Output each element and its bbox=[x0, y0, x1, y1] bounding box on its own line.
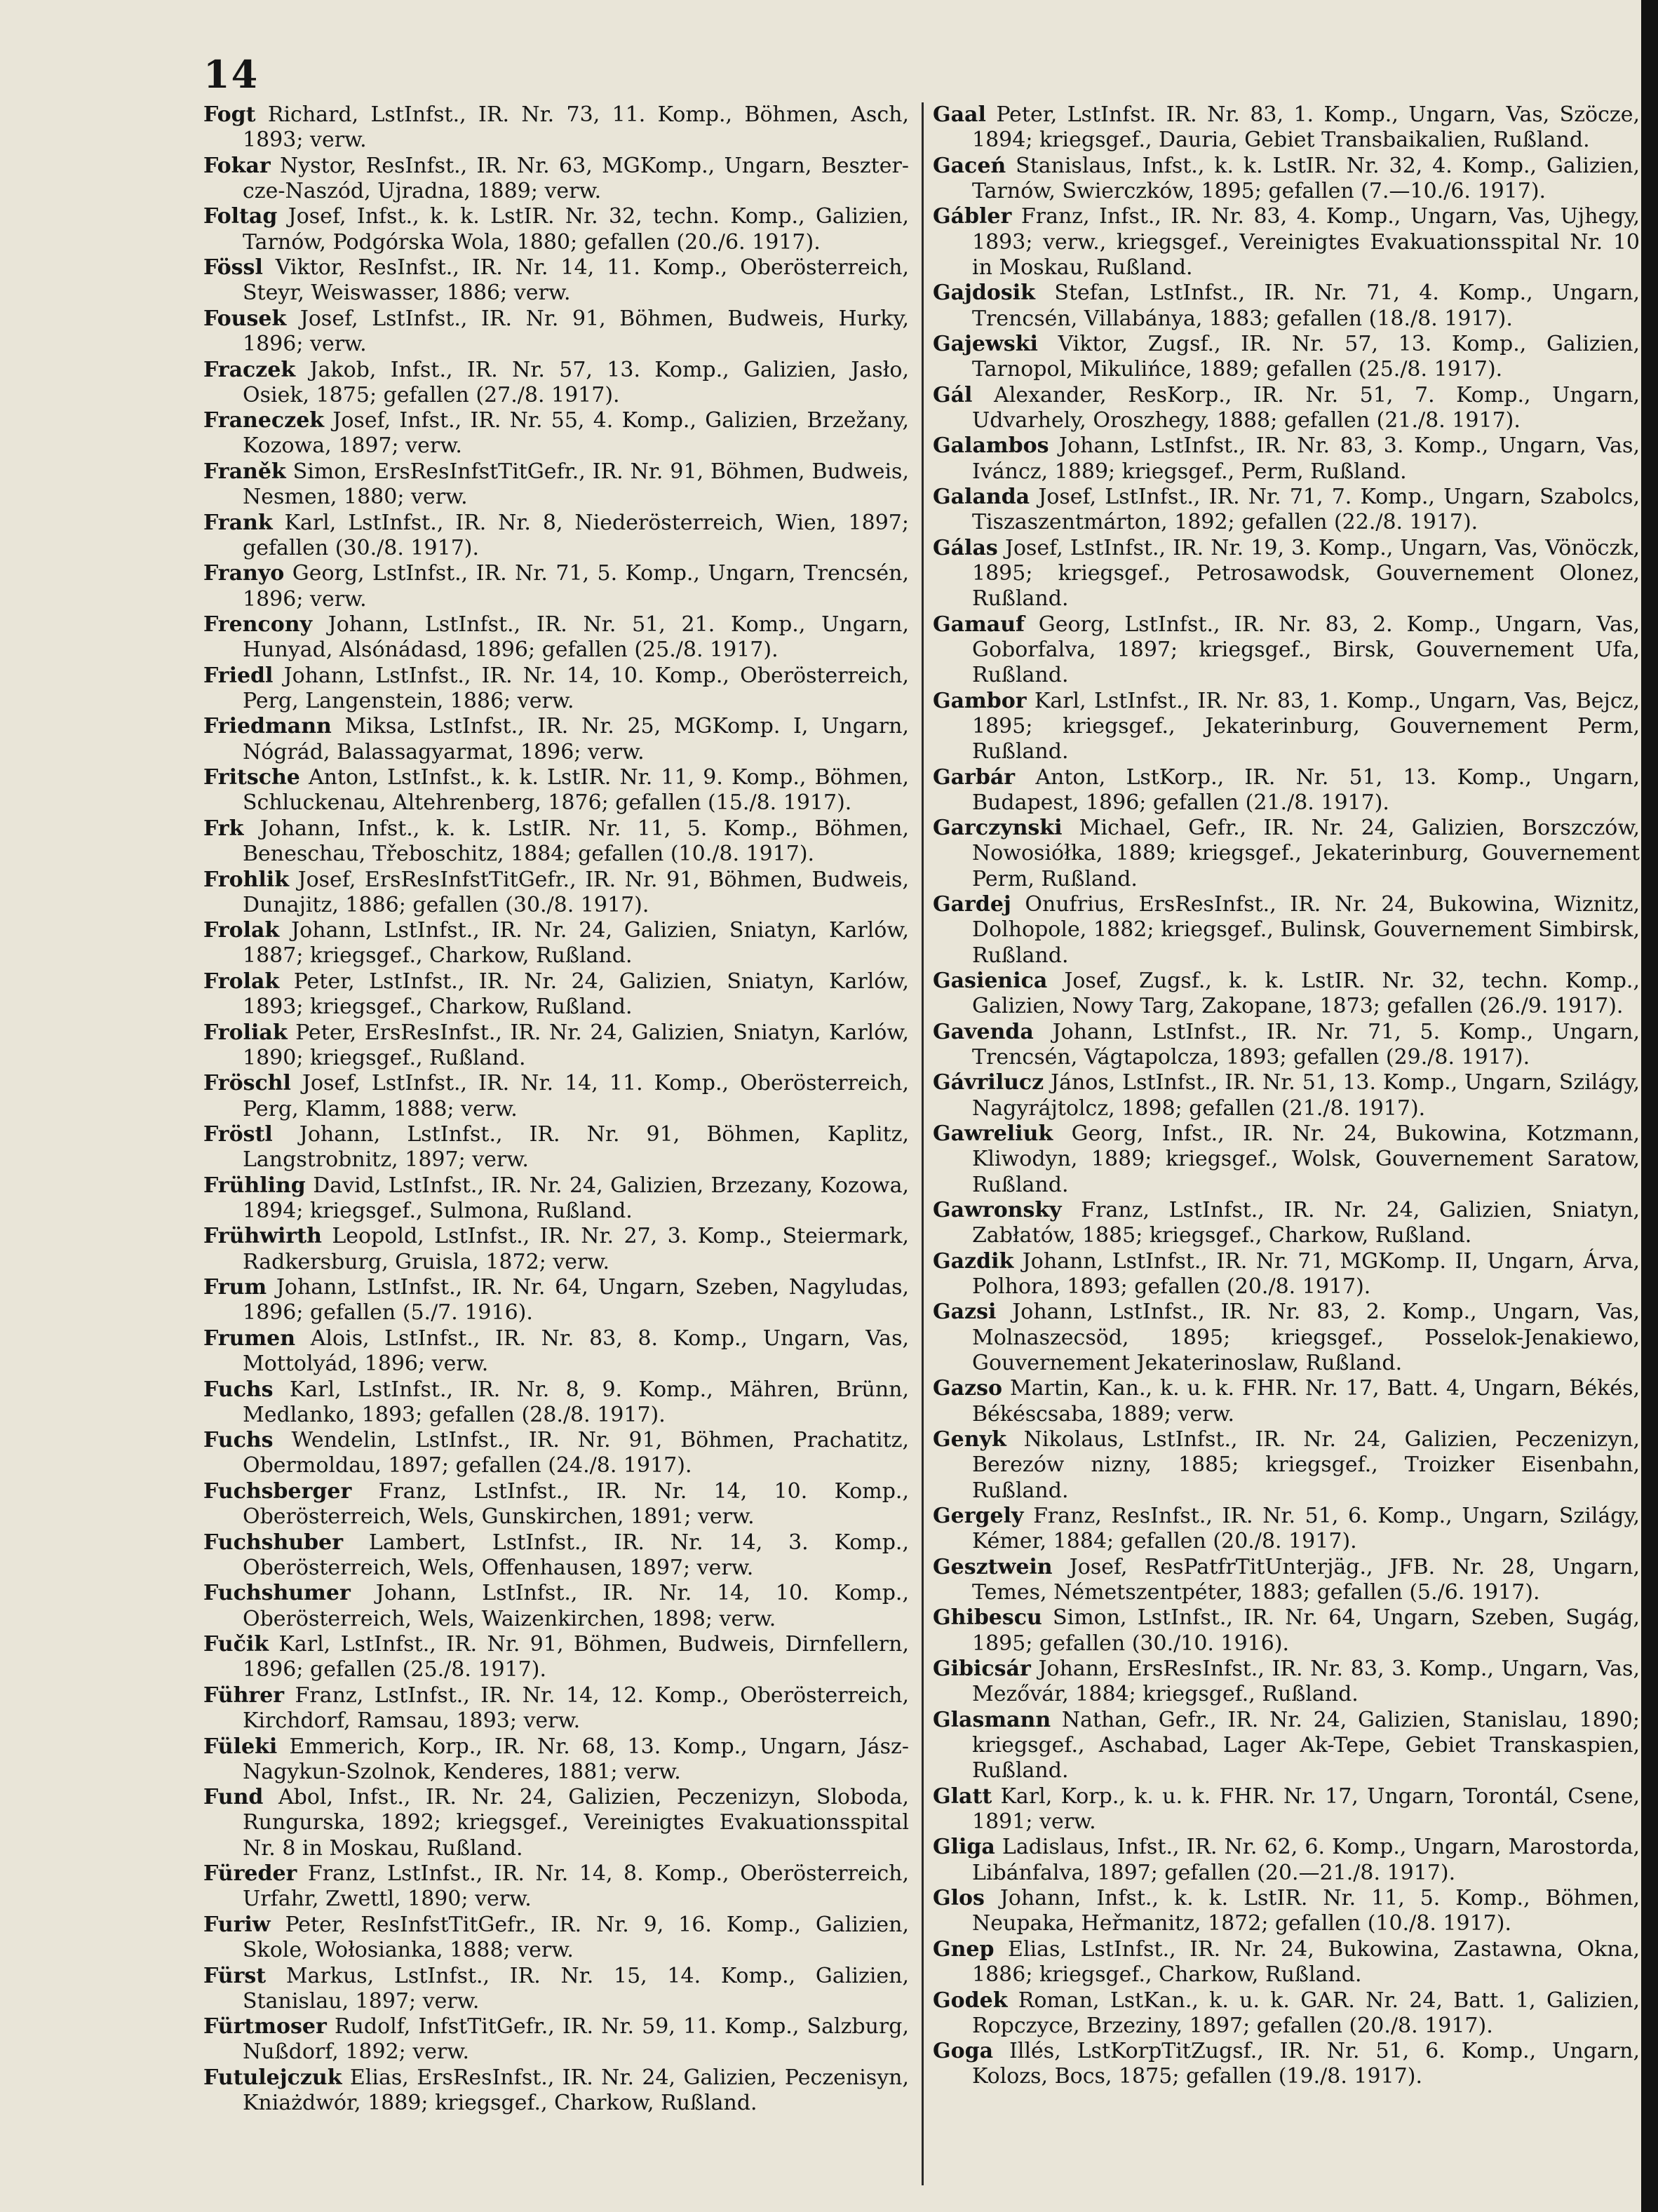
list-entry bbox=[933, 383, 1640, 433]
entry-details: Leopold, LstInfst., IR. Nr. 27, 3. Komp., Steiermark, Radkersburg, Gruisla, 1872; verw. bbox=[243, 1224, 909, 1274]
entry-surname: Gamauf bbox=[933, 612, 1025, 637]
entry-details: Stefan, LstInfst., IR. Nr. 71, 4. Komp., Ungarn, Trencsén, Villabánya, 1883; gefallen (18./8. 1917). bbox=[972, 281, 1640, 331]
entry-details: Josef, LstInfst., IR. Nr. 91, Böhmen, Budweis, Hurky, 1896; verw. bbox=[243, 306, 909, 357]
entry-details: Franz, LstInfst., IR. Nr. 14, 12. Komp., Oberösterreich, Kirchdorf, Ramsau, 1893; verw. bbox=[243, 1682, 909, 1733]
entry-details: Johann, LstInfst., IR. Nr. 71, MGKomp. II, Ungarn, Árva, Polhora, 1893; gefallen (20./8. 1917). bbox=[972, 1248, 1640, 1299]
list-entry bbox=[203, 1913, 909, 1963]
entry-surname: Gazsi bbox=[933, 1300, 997, 1325]
list-entry bbox=[203, 1530, 909, 1581]
list-entry bbox=[203, 714, 909, 764]
list-entry bbox=[933, 433, 1640, 484]
entry-surname: Fuchs bbox=[203, 1428, 274, 1453]
list-entry bbox=[203, 1632, 909, 1682]
list-entry bbox=[933, 281, 1640, 331]
entry-details: Georg, Infst., IR. Nr. 24, Bukowina, Kotzmann, Kliwodyn, 1889; kriegsgef., Wolsk, Gouvernement Saratow, Rußland. bbox=[972, 1121, 1640, 1197]
entry-surname: Garbár bbox=[933, 764, 1016, 790]
list-entry bbox=[933, 1020, 1640, 1070]
list-entry bbox=[933, 1937, 1640, 1988]
entry-details: Franz, LstInfst., IR. Nr. 24, Galizien, Sniatyn, Zabłatów, 1885; kriegsgef., Charkow, Rußland. bbox=[972, 1198, 1640, 1248]
entry-surname: Gazso bbox=[933, 1376, 1002, 1401]
entry-surname: Gardej bbox=[933, 892, 1011, 917]
entry-surname: Franěk bbox=[203, 459, 286, 484]
entry-details: Jakob, Infst., IR. Nr. 57, 13. Komp., Galizien, Jasło, Osiek, 1875; gefallen (27./8. 1917). bbox=[243, 357, 909, 407]
entry-surname: Fuchshumer bbox=[203, 1581, 351, 1606]
entry-surname: Fröstl bbox=[203, 1122, 273, 1147]
entry-details: Nikolaus, LstInfst., IR. Nr. 24, Galizien, Peczenizyn, Berezów nizny, 1885; kriegsgef., Troizker Eisenbahn, Rußland. bbox=[972, 1427, 1640, 1503]
entry-details: Peter, ErsResInfst., IR. Nr. 24, Galizien, Sniatyn, Karlów, 1890; kriegsgef., Rußland. bbox=[243, 1020, 909, 1070]
list-entry bbox=[203, 969, 909, 1020]
entry-surname: Füleki bbox=[203, 1734, 278, 1759]
list-entry bbox=[203, 1964, 909, 2014]
list-entry bbox=[203, 306, 909, 357]
entry-details: Karl, Korp., k. u. k. FHR. Nr. 17, Ungarn, Torontál, Csene, 1891; verw. bbox=[972, 1783, 1640, 1834]
list-entry bbox=[203, 102, 909, 153]
list-entry bbox=[203, 358, 909, 408]
entry-details: Simon, ErsResInfstTitGefr., IR. Nr. 91, Böhmen, Budweis, Nesmen, 1880; verw. bbox=[243, 459, 909, 510]
entry-details: Franz, ResInfst., IR. Nr. 51, 6. Komp., Ungarn, Szilágy, Kémer, 1884; gefallen (20./8. 1917). bbox=[972, 1504, 1640, 1554]
entry-surname: Fröschl bbox=[203, 1071, 291, 1096]
entry-surname: Frühling bbox=[203, 1173, 306, 1198]
list-entry bbox=[203, 868, 909, 918]
list-entry bbox=[933, 1988, 1640, 2039]
entry-surname: Führer bbox=[203, 1682, 285, 1708]
entry-surname: Gibicsár bbox=[933, 1657, 1031, 1682]
entry-surname: Gaceń bbox=[933, 153, 1006, 178]
entry-details: Simon, LstInfst., IR. Nr. 64, Ungarn, Szeben, Sugág, 1895; gefallen (30./10. 1916). bbox=[972, 1605, 1640, 1656]
entry-surname: Frk bbox=[203, 816, 244, 841]
entry-details: Johann, LstInfst., IR. Nr. 14, 10. Komp., Oberösterreich, Wels, Waizenkirchen, 1898; verw. bbox=[243, 1581, 909, 1631]
list-entry bbox=[933, 892, 1640, 969]
entry-surname: Fuchs bbox=[203, 1377, 274, 1402]
entry-details: Martin, Kan., k. u. k. FHR. Nr. 17, Batt. 4, Ungarn, Békés, Békéscsaba, 1889; verw. bbox=[972, 1376, 1640, 1427]
entry-surname: Froliak bbox=[203, 1020, 288, 1045]
entry-details: Johann, LstInfst., IR. Nr. 71, 5. Komp., Ungarn, Trencsén, Vágtapolcza, 1893; gefallen (29./8. 1917). bbox=[972, 1019, 1640, 1070]
list-entry bbox=[203, 459, 909, 510]
list-entry bbox=[203, 1326, 909, 1377]
entry-surname: Gajewski bbox=[933, 332, 1038, 357]
list-entry bbox=[933, 969, 1640, 1019]
entry-details: Josef, LstInfst., IR. Nr. 14, 11. Komp., Oberösterreich, Perg, Klamm, 1888; verw. bbox=[243, 1071, 909, 1121]
entry-details: Johann, LstInfst., IR. Nr. 91, Böhmen, Kaplitz, Langstrobnitz, 1897; verw. bbox=[243, 1122, 909, 1173]
entry-details: Nathan, Gefr., IR. Nr. 24, Galizien, Stanislau, 1890; kriegsgef., Aschabad, Lager Ak-Tepe, Gebiet Transkaspien, Rußland. bbox=[972, 1707, 1640, 1783]
right-column bbox=[933, 102, 1640, 2199]
entry-surname: Fritsche bbox=[203, 765, 300, 790]
entry-details: Abol, Infst., IR. Nr. 24, Galizien, Peczenizyn, Sloboda, Rungurska, 1892; kriegsgef., Vereinigtes Evakuationsspital Nr. 8 in Moskau, Rußland. bbox=[243, 1785, 909, 1861]
list-entry bbox=[203, 765, 909, 816]
list-entry bbox=[203, 1275, 909, 1326]
entry-surname: Gazdik bbox=[933, 1248, 1014, 1274]
list-entry bbox=[203, 2065, 909, 2116]
list-entry bbox=[203, 255, 909, 306]
list-entry bbox=[933, 1784, 1640, 1835]
entry-surname: Füreder bbox=[203, 1861, 297, 1887]
entry-surname: Gliga bbox=[933, 1835, 995, 1860]
list-entry bbox=[933, 1504, 1640, 1554]
list-entry bbox=[933, 154, 1640, 204]
entry-details: Josef, LstInfst., IR. Nr. 71, 7. Komp., Ungarn, Szabolcs, Tiszaszentmárton, 1892; gefallen (22./8. 1917). bbox=[972, 485, 1640, 535]
entry-details: Peter, LstInfst. IR. Nr. 83, 1. Komp., Ungarn, Vas, Szöcze, 1894; kriegsgef., Dauria, Gebiet Transbaikalien, Rußland. bbox=[972, 102, 1640, 153]
list-entry bbox=[203, 408, 909, 459]
entry-details: Rudolf, InfstTitGefr., IR. Nr. 59, 11. Komp., Salzburg, Nußdorf, 1892; verw. bbox=[243, 2014, 909, 2065]
entry-details: Josef, ResPatfrTitUnterjäg., JFB. Nr. 28, Ungarn, Temes, Németszentpéter, 1883; gefallen (5./6. 1917). bbox=[972, 1554, 1640, 1605]
list-entry bbox=[203, 1173, 909, 1224]
entry-details: Johann, LstInfst., IR. Nr. 83, 3. Komp., Ungarn, Vas, Iváncz, 1889; kriegsgef., Perm, Rußland. bbox=[972, 433, 1640, 484]
entry-surname: Gnep bbox=[933, 1936, 995, 1962]
list-entry bbox=[933, 332, 1640, 382]
entry-details: Josef, Zugsf., k. k. LstIR. Nr. 32, techn. Komp., Galizien, Nowy Targ, Zakopane, 1873; gefallen (26./9. 1917). bbox=[972, 969, 1640, 1019]
entry-surname: Gambor bbox=[933, 688, 1027, 713]
list-entry bbox=[203, 154, 909, 204]
entry-surname: Fuchshuber bbox=[203, 1530, 344, 1555]
entry-details: Nystor, ResInfst., IR. Nr. 63, MGKomp., Ungarn, Beszter-cze-Naszód, Ujradna, 1889; verw. bbox=[243, 153, 909, 203]
entry-details: David, LstInfst., IR. Nr. 24, Galizien, Brzezany, Kozowa, 1894; kriegsgef., Sulmona, Rußland. bbox=[243, 1173, 909, 1223]
entry-details: Wendelin, LstInfst., IR. Nr. 91, Böhmen, Prachatitz, Obermoldau, 1897; gefallen (24./8. 1917). bbox=[243, 1428, 909, 1478]
entry-details: Johann, ErsResInfst., IR. Nr. 83, 3. Komp., Ungarn, Vas, Mezővár, 1884; kriegsgef., Rußland. bbox=[972, 1657, 1640, 1707]
entry-surname: Fousek bbox=[203, 306, 287, 331]
list-entry bbox=[203, 1122, 909, 1173]
list-entry bbox=[933, 1555, 1640, 1605]
entry-details: Ladislaus, Infst., IR. Nr. 62, 6. Komp., Ungarn, Marostorda, Libánfalva, 1897; gefallen (20.—21./8. 1917). bbox=[972, 1835, 1640, 1885]
entry-details: Josef, Infst., IR. Nr. 55, 4. Komp., Galizien, Brzežany, Kozowa, 1897; verw. bbox=[243, 408, 909, 459]
list-entry bbox=[203, 1581, 909, 1631]
entry-surname: Gasienica bbox=[933, 969, 1048, 994]
entry-details: Josef, ErsResInfstTitGefr., IR. Nr. 91, Böhmen, Budweis, Dunajitz, 1886; gefallen (30./8. 1917). bbox=[243, 867, 909, 917]
entry-surname: Godek bbox=[933, 1988, 1008, 2013]
entry-details: Peter, ResInfstTitGefr., IR. Nr. 9, 16. Komp., Galizien, Skole, Wołosianka, 1888; verw. bbox=[243, 1912, 909, 1963]
entry-surname: Foltag bbox=[203, 204, 278, 229]
left-column bbox=[203, 102, 909, 2199]
list-entry bbox=[933, 612, 1640, 689]
list-entry bbox=[933, 1300, 1640, 1376]
entry-surname: Franeczek bbox=[203, 408, 325, 433]
entry-details: Karl, LstInfst., IR. Nr. 8, Niederösterreich, Wien, 1897; gefallen (30./8. 1917). bbox=[243, 510, 909, 560]
list-entry bbox=[203, 511, 909, 561]
entry-surname: Gábler bbox=[933, 204, 1012, 229]
entry-details: Johann, LstInfst., IR. Nr. 64, Ungarn, Szeben, Nagyludas, 1896; gefallen (5./7. 1916). bbox=[243, 1275, 909, 1326]
list-entry bbox=[933, 689, 1640, 765]
list-entry bbox=[933, 1121, 1640, 1198]
entry-details: Franz, Infst., IR. Nr. 83, 4. Komp., Ungarn, Vas, Ujhegy, 1893; verw., kriegsgef., Vereinigtes Evakuationsspital Nr. 10 in Moskau, Rußland. bbox=[972, 204, 1640, 280]
list-entry bbox=[203, 1020, 909, 1071]
entry-details: Johann, LstInfst., IR. Nr. 51, 21. Komp., Ungarn, Hunyad, Alsónádasd, 1896; gefallen (25./8. 1917). bbox=[243, 612, 909, 663]
entry-surname: Fuchsberger bbox=[203, 1478, 352, 1504]
entry-details: Johann, LstInfst., IR. Nr. 83, 2. Komp., Ungarn, Vas, Molnaszecsöd, 1895; kriegsgef., Posselok-Jenakiewo, Gouvernement Jekaterinoslaw, Rußland. bbox=[972, 1300, 1640, 1375]
entry-surname: Futulejczuk bbox=[203, 2065, 342, 2090]
entry-surname: Frolak bbox=[203, 918, 280, 943]
entry-details: Josef, Infst., k. k. LstIR. Nr. 32, techn. Komp., Galizien, Tarnów, Podgórska Wola, 1880; gefallen (20./6. 1917). bbox=[243, 204, 909, 255]
entry-surname: Ghibescu bbox=[933, 1605, 1042, 1631]
list-entry bbox=[933, 536, 1640, 612]
entry-surname: Frumen bbox=[203, 1326, 296, 1351]
list-entry bbox=[933, 2039, 1640, 2089]
scan-edge bbox=[1641, 0, 1658, 2212]
list-entry bbox=[203, 663, 909, 714]
entry-surname: Frank bbox=[203, 510, 273, 535]
entry-surname: Gávrilucz bbox=[933, 1070, 1044, 1095]
entry-details: Peter, LstInfst., IR. Nr. 24, Galizien, Sniatyn, Karlów, 1893; kriegsgef., Charkow, Rußland. bbox=[243, 969, 909, 1020]
list-entry bbox=[933, 1835, 1640, 1885]
entry-surname: Fogt bbox=[203, 102, 256, 127]
entry-details: Johann, LstInfst., IR. Nr. 14, 10. Komp., Oberösterreich, Perg, Langenstein, 1886; verw. bbox=[243, 663, 909, 713]
list-entry bbox=[203, 1071, 909, 1121]
list-entry bbox=[203, 1428, 909, 1478]
entry-details: Miksa, LstInfst., IR. Nr. 25, MGKomp. I, Ungarn, Nógrád, Balassagyarmat, 1896; verw. bbox=[243, 714, 909, 764]
entry-details: Viktor, Zugsf., IR. Nr. 57, 13. Komp., Galizien, Tarnopol, Mikulińce, 1889; gefallen (25./8. 1917). bbox=[972, 332, 1640, 382]
entry-surname: Gál bbox=[933, 382, 973, 407]
entry-surname: Fučik bbox=[203, 1632, 269, 1657]
entry-details: Georg, LstInfst., IR. Nr. 71, 5. Komp., Ungarn, Trencsén, 1896; verw. bbox=[243, 561, 909, 612]
entry-details: Karl, LstInfst., IR. Nr. 91, Böhmen, Budweis, Dirnfellern, 1896; gefallen (25./8. 1917). bbox=[243, 1632, 909, 1682]
entry-details: Josef, LstInfst., IR. Nr. 19, 3. Komp., Ungarn, Vas, Vönöczk, 1895; kriegsgef., Petrosawodsk, Gouvernement Olonez, Rußland. bbox=[972, 535, 1640, 612]
list-entry bbox=[203, 204, 909, 255]
list-entry bbox=[203, 1785, 909, 1861]
entry-surname: Garczynski bbox=[933, 816, 1063, 841]
entry-surname: Fokar bbox=[203, 153, 271, 178]
list-entry bbox=[933, 485, 1640, 535]
entry-surname: Glasmann bbox=[933, 1707, 1051, 1732]
list-entry bbox=[933, 816, 1640, 892]
entry-surname: Fund bbox=[203, 1785, 264, 1810]
entry-surname: Gesztwein bbox=[933, 1554, 1053, 1579]
entry-details: Roman, LstKan., k. u. k. GAR. Nr. 24, Batt. 1, Galizien, Ropczyce, Brzeziny, 1897; gefallen (20./8. 1917). bbox=[972, 1988, 1640, 2038]
list-entry bbox=[203, 1479, 909, 1530]
entry-surname: Fössl bbox=[203, 255, 263, 281]
list-entry bbox=[203, 1377, 909, 1428]
entry-details: Franz, LstInfst., IR. Nr. 14, 8. Komp., Oberösterreich, Urfahr, Zwettl, 1890; verw. bbox=[243, 1861, 909, 1912]
entry-surname: Gálas bbox=[933, 535, 998, 560]
list-entry bbox=[933, 1605, 1640, 1656]
entry-surname: Fürst bbox=[203, 1963, 267, 1988]
page-number: 14 bbox=[203, 52, 260, 97]
list-entry bbox=[203, 918, 909, 969]
entry-surname: Furiw bbox=[203, 1912, 271, 1937]
entry-details: Stanislaus, Infst., k. k. LstIR. Nr. 32, 4. Komp., Galizien, Tarnów, Swierczków, 1895; gefallen (7.—10./6. 1917). bbox=[972, 153, 1640, 203]
column-divider bbox=[922, 102, 924, 2185]
entry-surname: Franyo bbox=[203, 561, 285, 586]
entry-surname: Frolak bbox=[203, 969, 280, 994]
entry-details: Karl, LstInfst., IR. Nr. 83, 1. Komp., Ungarn, Vas, Bejcz, 1895; kriegsgef., Jekaterinburg, Gouvernement Perm, Rußland. bbox=[972, 688, 1640, 764]
entry-details: Johann, Infst., k. k. LstIR. Nr. 11, 5. Komp., Böhmen, Neupaka, Heřmanitz, 1872; gefallen (10./8. 1917). bbox=[972, 1886, 1640, 1936]
list-entry bbox=[933, 1708, 1640, 1784]
entry-surname: Glos bbox=[933, 1886, 985, 1911]
entry-surname: Fraczek bbox=[203, 357, 296, 382]
entry-details: Johann, LstInfst., IR. Nr. 24, Galizien, Sniatyn, Karlów, 1887; kriegsgef., Charkow, Rußland. bbox=[243, 918, 909, 969]
entry-details: Johann, Infst., k. k. LstIR. Nr. 11, 5. Komp., Böhmen, Beneschau, Třeboschitz, 1884; gefallen (10./8. 1917). bbox=[243, 816, 909, 867]
entry-surname: Galanda bbox=[933, 485, 1030, 510]
list-entry bbox=[933, 1427, 1640, 1504]
list-entry bbox=[933, 1249, 1640, 1300]
entry-details: Elias, LstInfst., IR. Nr. 24, Bukowina, Zastawna, Okna, 1886; kriegsgef., Charkow, Rußland. bbox=[972, 1936, 1640, 1988]
entry-surname: Galambos bbox=[933, 433, 1049, 459]
entry-details: Illés, LstKorpTitZugsf., IR. Nr. 51, 6. Komp., Ungarn, Kolozs, Bocs, 1875; gefallen (19./8. 1917). bbox=[972, 2039, 1640, 2089]
entry-surname: Friedl bbox=[203, 663, 274, 688]
entry-details: Viktor, ResInfst., IR. Nr. 14, 11. Komp., Oberösterreich, Steyr, Weiswasser, 1886; verw. bbox=[243, 255, 909, 306]
entry-details: Franz, LstInfst., IR. Nr. 14, 10. Komp., Oberösterreich, Wels, Gunskirchen, 1891; verw. bbox=[243, 1478, 909, 1530]
list-entry bbox=[933, 1070, 1640, 1121]
entry-details: Anton, LstKorp., IR. Nr. 51, 13. Komp., Ungarn, Budapest, 1896; gefallen (21./8. 1917). bbox=[972, 764, 1640, 815]
list-entry bbox=[933, 1657, 1640, 1707]
entry-surname: Friedmann bbox=[203, 714, 332, 739]
entry-surname: Gavenda bbox=[933, 1019, 1034, 1044]
entry-details: Lambert, LstInfst., IR. Nr. 14, 3. Komp., Oberösterreich, Wels, Offenhausen, 1897; verw. bbox=[243, 1530, 909, 1580]
entry-details: Michael, Gefr., IR. Nr. 24, Galizien, Borszczów, Nowosiółka, 1889; kriegsgef., Jekaterinburg, Gouvernement Perm, Rußland. bbox=[972, 816, 1640, 891]
entry-details: Markus, LstInfst., IR. Nr. 15, 14. Komp., Galizien, Stanislau, 1897; verw. bbox=[243, 1963, 909, 2014]
list-entry bbox=[203, 1683, 909, 1734]
entry-surname: Fürtmoser bbox=[203, 2014, 327, 2039]
entry-details: Emmerich, Korp., IR. Nr. 68, 13. Komp., Ungarn, Jász-Nagykun-Szolnok, Kenderes, 1881; verw. bbox=[243, 1734, 909, 1784]
entry-surname: Frum bbox=[203, 1275, 267, 1300]
entry-details: Alexander, ResKorp., IR. Nr. 51, 7. Komp., Ungarn, Udvarhely, Oroszhegy, 1888; gefallen (21./8. 1917). bbox=[972, 382, 1640, 433]
entry-surname: Gawreliuk bbox=[933, 1121, 1053, 1147]
entry-details: Elias, ErsResInfst., IR. Nr. 24, Galizien, Peczenisyn, Kniażdwór, 1889; kriegsgef., Charkow, Rußland. bbox=[243, 2065, 909, 2116]
list-entry bbox=[203, 2014, 909, 2065]
entry-surname: Glatt bbox=[933, 1783, 992, 1809]
list-entry bbox=[203, 816, 909, 867]
list-entry bbox=[933, 765, 1640, 816]
entry-surname: Gajdosik bbox=[933, 281, 1035, 306]
list-entry bbox=[203, 1734, 909, 1785]
entry-surname: Gawronsky bbox=[933, 1198, 1062, 1223]
list-entry bbox=[933, 1376, 1640, 1427]
entry-surname: Frencony bbox=[203, 612, 312, 638]
entry-details: Georg, LstInfst., IR. Nr. 83, 2. Komp., Ungarn, Vas, Goborfalva, 1897; kriegsgef., Birsk, Gouvernement Ufa, Rußland. bbox=[972, 612, 1640, 688]
list-entry bbox=[203, 1861, 909, 1912]
entry-details: Onufrius, ErsResInfst., IR. Nr. 24, Bukowina, Wiznitz, Dolhopole, 1882; kriegsgef., Bulinsk, Gouvernement Simbirsk, Rußland. bbox=[972, 892, 1640, 968]
list-entry bbox=[933, 1886, 1640, 1936]
entry-surname: Genyk bbox=[933, 1427, 1006, 1452]
entry-details: Richard, LstInfst., IR. Nr. 73, 11. Komp., Böhmen, Asch, 1893; verw. bbox=[243, 102, 909, 153]
entry-surname: Goga bbox=[933, 2039, 994, 2064]
entry-surname: Frühwirth bbox=[203, 1224, 322, 1249]
entry-details: János, LstInfst., IR. Nr. 51, 13. Komp., Ungarn, Szilágy, Nagyrájtolcz, 1898; gefallen (21./8. 1917). bbox=[972, 1070, 1640, 1121]
list-entry bbox=[933, 204, 1640, 281]
entry-details: Anton, LstInfst., k. k. LstIR. Nr. 11, 9. Komp., Böhmen, Schluckenau, Altehrenberg, 1876; gefallen (15./8. 1917). bbox=[243, 765, 909, 816]
list-entry bbox=[933, 1198, 1640, 1248]
list-entry bbox=[933, 102, 1640, 153]
entry-surname: Gergely bbox=[933, 1504, 1024, 1528]
list-entry bbox=[203, 612, 909, 663]
entry-surname: Gaal bbox=[933, 102, 986, 127]
entry-details: Karl, LstInfst., IR. Nr. 8, 9. Komp., Mähren, Brünn, Medlanko, 1893; gefallen (28./8. 1917). bbox=[243, 1377, 909, 1427]
list-entry bbox=[203, 561, 909, 612]
entry-surname: Frohlik bbox=[203, 867, 289, 892]
entry-details: Alois, LstInfst., IR. Nr. 83, 8. Komp., Ungarn, Vas, Mottolyád, 1896; verw. bbox=[243, 1326, 909, 1377]
list-entry bbox=[203, 1224, 909, 1274]
